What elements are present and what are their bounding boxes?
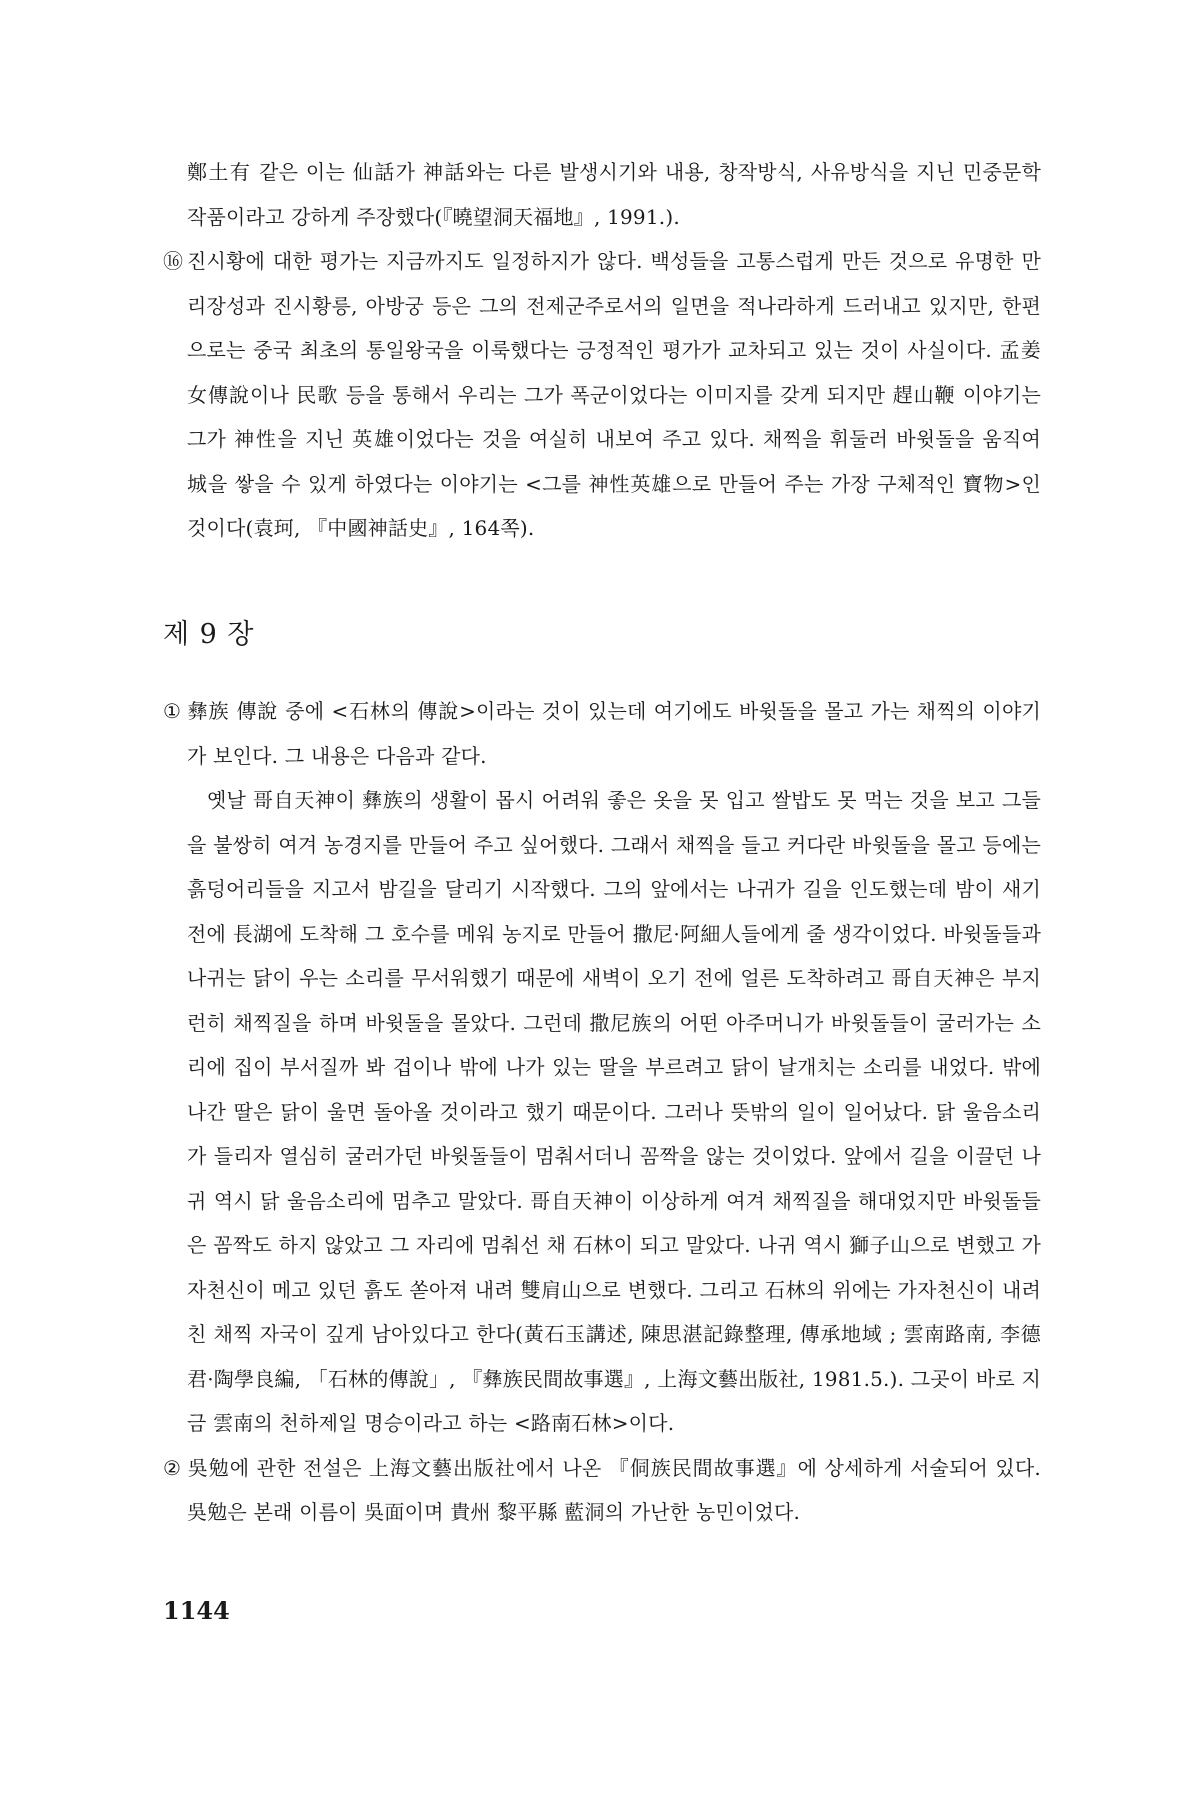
note-1-marker: ①	[163, 699, 182, 723]
note-16-marker: ⑯	[163, 249, 184, 273]
note-2-text: 吳勉에 관한 전설은 上海文藝出版社에서 나온 『侗族民間故事選』에 상세하게 서술되어 있다. 吳勉은 본래 이름이 吳面이며 貴州 黎平縣 藍洞의 가난한 농민이었다.	[187, 1455, 1041, 1524]
endnotes-chapter-9-section	[163, 689, 1041, 1535]
endnotes-top-section	[163, 150, 1041, 551]
note-16-text: 진시황에 대한 평가는 지금까지도 일정하지가 않다. 백성들을 고통스럽게 만든 것으로 유명한 만리장성과 진시황릉, 아방궁 등은 그의 전제군주로서의 일면을 적나라하게 드러내고 있지만, 한편으로는 중국 최초의 통일왕국을 이룩했다는 긍정적인 평가가 교차되고 있는 것이 사실이다. 孟姜女傳說이나 民歌 등을 통해서 우리는 그가 폭군이었다는 이미지를 갖게 되지만 趕山鞭 이야기는 그가 神性을 지닌 英雄이었다는 것을 여실히 내보여 주고 있다. 채찍을 휘둘러 바윗돌을 움직여 城을 쌓을 수 있게 하였다는 이야기는 <그를 神性英雄으로 만들어 주는 가장 구체적인 寶物>인 것이다(袁珂, 『中國神話史』, 164쪽).	[187, 249, 1041, 540]
page-number: 1144	[163, 1596, 230, 1625]
note-continuation: 鄭土有 같은 이는 仙話가 神話와는 다른 발생시기와 내용, 창작방식, 사유방식을 지닌 민중문학 작품이라고 강하게 주장했다(『曉望洞天福地』, 1991.).	[187, 160, 1041, 229]
note-1	[163, 689, 1041, 778]
note-2	[163, 1446, 1041, 1535]
note-1-text: 彝族 傳說 중에 <石林의 傳說>이라는 것이 있는데 여기에도 바윗돌을 몰고 가는 채찍의 이야기가 보인다. 그 내용은 다음과 같다.	[187, 699, 1041, 768]
note-16	[163, 239, 1041, 551]
chapter-heading: 제 9 장	[163, 619, 255, 650]
note-1-story: 옛날 哥自天神이 彝族의 생활이 몹시 어려워 좋은 옷을 못 입고 쌀밥도 못 먹는 것을 보고 그들을 불쌍히 여겨 농경지를 만들어 주고 싶어했다. 그래서 채찍을 들고 커다란 바윗돌을 몰고 등에는 흙덩어리들을 지고서 밤길을 달리기 시작했다. 그의 앞에서는 나귀가 길을 인도했는데 밤이 새기 전에 長湖에 도착해 그 호수를 메워 농지로 만들어 撒尼·阿細人들에게 줄 생각이었다. 바윗돌들과 나귀는 닭이 우는 소리를 무서워했기 때문에 새벽이 오기 전에 얼른 도착하려고 哥自天神은 부지런히 채찍질을 하며 바윗돌을 몰았다. 그런데 撒尼族의 어떤 아주머니가 바윗돌들이 굴러가는 소리에 집이 부서질까 봐 겁이나 밖에 나가 있는 딸을 부르려고 닭이 날개치는 소리를 내었다. 밖에 나간 딸은 닭이 울면 돌아올 것이라고 했기 때문이다. 그러나 뜻밖의 일이 일어났다. 닭 울음소리가 들리자 열심히 굴러가던 바윗돌들이 멈춰서더니 꼼짝을 않는 것이었다. 앞에서 길을 이끌던 나귀 역시 닭 울음소리에 멈추고 말았다. 哥自天神이 이상하게 여겨 채찍질을 해대었지만 바윗돌들은 꼼짝도 하지 않았고 그 자리에 멈춰선 채 石林이 되고 말았다. 나귀 역시 獅子山으로 변했고 가자천신이 메고 있던 흙도 쏟아져 내려 雙肩山으로 변했다. 그리고 石林의 위에는 가자천신이 내려친 채찍 자국이 깊게 남아있다고 한다(黃石玉講述, 陳思湛記錄整理, 傳承地域 ; 雲南路南, 李德君·陶學良編, 「石林的傳說」, 『彝族民間故事選』, 上海文藝出版社, 1981.5.). 그곳이 바로 지금 雲南의 천하제일 명승이라고 하는 <路南石林>이다.	[187, 788, 1041, 1435]
note-2-marker: ②	[163, 1455, 182, 1480]
